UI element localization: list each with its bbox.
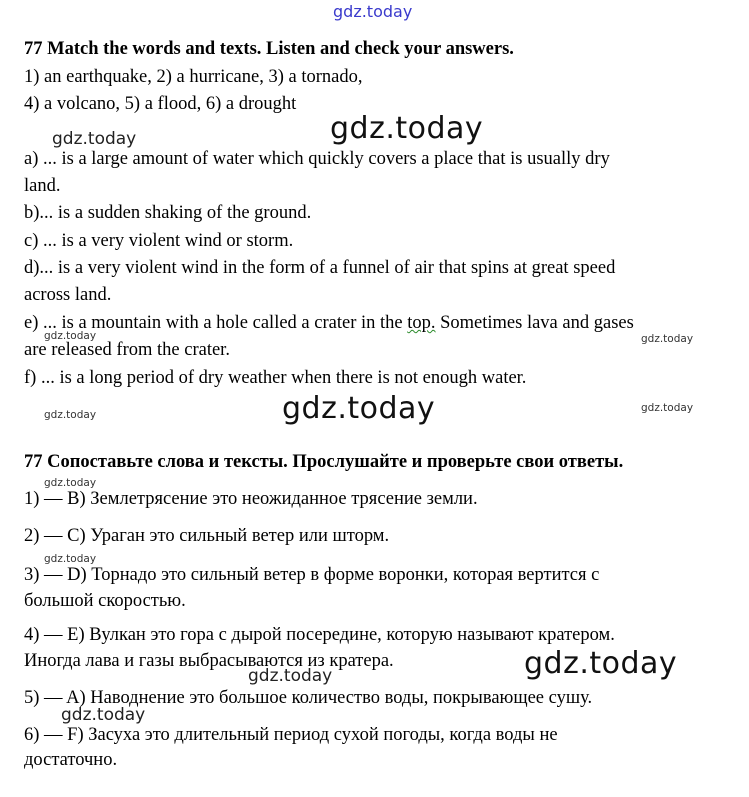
answer-6-cont: достаточно. <box>24 750 118 770</box>
answer-3-cont: большой скоростью. <box>24 591 186 611</box>
watermark: gdz.today <box>248 666 333 686</box>
watermark-large: gdz.today <box>330 111 484 146</box>
definition-a: a) ... is a large amount of water which quickly covers a place that is usually dry <box>24 149 610 169</box>
definition-a-cont: land. <box>24 176 61 196</box>
watermark-large: gdz.today <box>282 391 436 426</box>
watermark-small: gdz.today <box>641 402 694 414</box>
watermark-small: gdz.today <box>641 333 694 345</box>
answer-2: 2) — C) Ураган это сильный ветер или шторм. <box>24 526 390 546</box>
definition-e-text: e) ... is a mountain with a hole called a crater in the <box>24 313 408 333</box>
watermark-small: gdz.today <box>44 409 97 421</box>
watermark: gdz.today <box>61 705 146 725</box>
definition-e-text-end: Sometimes lava and gases <box>435 313 634 333</box>
word-list-line: 4) a volcano, 5) a flood, 6) a drought <box>24 94 297 114</box>
definition-f: f) ... is a long period of dry weather when there is not enough water. <box>24 368 527 388</box>
exercise-heading-en: 77 Match the words and texts. Listen and check your answers. <box>24 39 514 59</box>
definition-b: b)... is a sudden shaking of the ground. <box>24 203 312 223</box>
definition-e-cont: are released from the crater. <box>24 340 230 360</box>
watermark-small: gdz.today <box>44 477 97 489</box>
watermark-small: gdz.today <box>44 553 97 565</box>
watermark-large: gdz.today <box>524 646 678 681</box>
answer-4: 4) — E) Вулкан это гора с дырой посередине, которую называют кратером. <box>24 625 615 645</box>
answer-5: 5) — A) Наводнение это большое количество воды, покрывающее сушу. <box>24 688 593 708</box>
watermark: gdz.today <box>52 129 137 149</box>
exercise-heading-ru: 77 Сопоставьте слова и тексты. Прослушайте и проверьте свои ответы. <box>24 452 624 472</box>
answer-1: 1) — B) Землетрясение это неожиданное трясение земли. <box>24 489 478 509</box>
definition-e <box>24 310 634 337</box>
watermark-small: gdz.today <box>44 330 97 342</box>
word-list-line: 1) an earthquake, 2) a hurricane, 3) a tornado, <box>24 67 363 87</box>
answer-4-cont: Иногда лава и газы выбрасываются из кратера. <box>24 651 394 671</box>
answer-3: 3) — D) Торнадо это сильный ветер в форме воронки, которая вертится с <box>24 565 600 585</box>
answer-6: 6) — F) Засуха это длительный период сухой погоды, когда воды не <box>24 725 558 745</box>
watermark-top: gdz.today <box>333 2 413 21</box>
definition-d: d)... is a very violent wind in the form of a funnel of air that spins at great speed <box>24 258 616 278</box>
definition-c: c) ... is a very violent wind or storm. <box>24 231 294 251</box>
spellcheck-word: top. <box>407 313 436 333</box>
definition-d-cont: across land. <box>24 285 112 305</box>
